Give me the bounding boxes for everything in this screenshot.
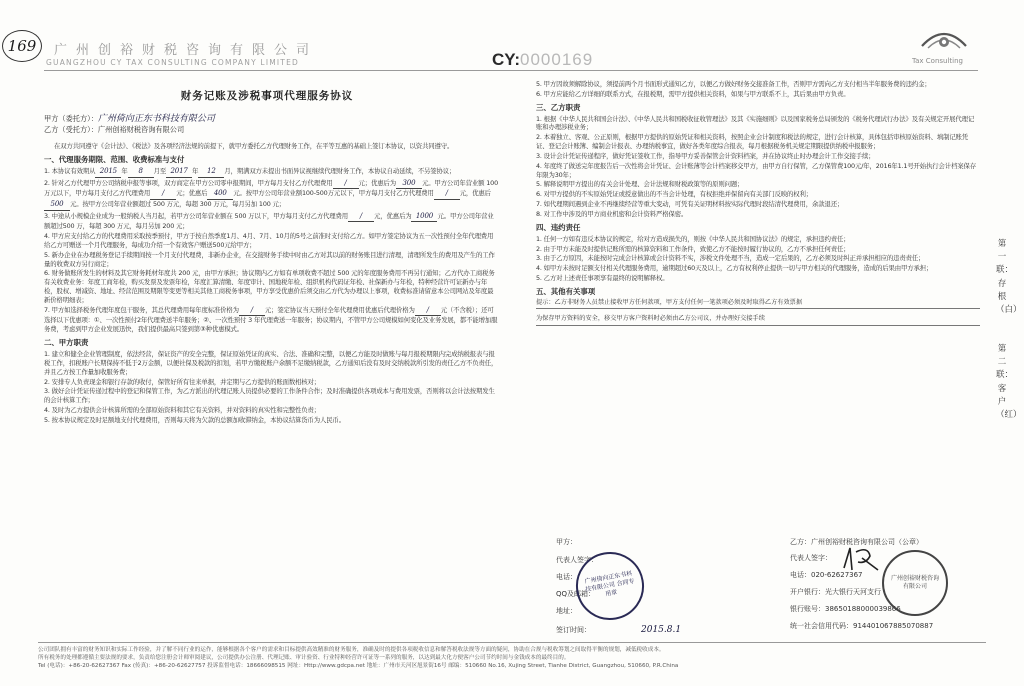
clause-2-3: 3. 做好会计凭证传递过程中的登记和保管工作，为乙方派出的代理记账人员提供必要的工作条件合作；及时准确提供各项成本与费用发票，否则将以会计法按期发生的会计核算工作； [44,387,495,405]
section-heading-5: 五、其他有关事项 [536,286,596,296]
clause-4-5: 5. 乙方对上述责任事项享有最终的说明解释权。 [536,274,669,283]
clause-1-3: 3. 中途从小规模企业成为一般纳税人当月起，若甲方公司年营业额在 500 万以下，甲方每月支付乙方代理费用 / 元，优惠后为 1000 元。甲方公司年营业额超过500 万，每超 300 万元，每月另加 200 元； [44,211,494,231]
clause-4-4: 4. 如甲方未按时足额支付相关代理服务费用，逾期超过60天及以上，乙方有权利停止提供一切与甲方相关的代理服务，造成的后果由甲方承担； [536,264,933,273]
clause-4-2: 2. 由于甲方未能及时提供记账所需的核算资料和工作条件，致使乙方不能按时履行协议的，乙方不承担任何责任； [536,244,850,253]
stub-copy-2: 第二联：客户（红） [996,344,1022,420]
sign-a-addr: 地址： [556,607,577,615]
clause-2-5: 5. 按本协议规定及时足额地支付代理费用，否则每天将为欠款的总额加收滞纳金，本协议结算货币为人民币。 [44,415,345,424]
clause-3-2: 2. 本着独立、客观、公正原则，根据甲方提供的原始凭证和相关资料，按照企业会计制度和税法的规定，进行会计核算，具体包括审核原始资料、填制记账凭证、登记会计账簿、编制会计报表、办理纳税事宜，做好各类年度综合报表，每月根据税务机关规定期限提供纳税申报服务； [536,133,969,151]
clause-3-8: 8. 对工作中涉及的甲方商业机密和会计资料严格保密。 [536,209,688,218]
party-b-line: 乙方（受托方）：广州创裕财税咨询有限公司 [44,125,185,135]
party-b-signature [840,544,882,574]
party-a-seal: 广州倚向正东书科技有限公司 合同专用章 [571,547,650,626]
clause-3-4: 4. 年度终了做送完年度报告后一次性将会计凭证、会计账薄等会计档案移交甲方，由甲方自行保管，乙方保管费100元/年，2016年1.1号开始执行会计档案保存年限为30年； [536,161,976,179]
sign-b-title: 乙方：广州创裕财税咨询有限公司（公章） [790,538,923,546]
sign-a-title: 甲方： [556,538,577,546]
notice-line-2: 为保存甲方资料的安全，移交甲方客户资料时必须由乙方公司议，并办理好交接手续 [536,315,980,325]
clause-2-4: 4. 及时为乙方提供会计核算所需的全部原始资料和其它有关资料，并对资料的真实性和完整性负责； [44,405,321,414]
logo-caption: Tax Consulting [912,57,963,65]
clause-1-7: 7. 甲方如选择税务代理年度包干服务，其总代理费用每年度标准价格为 / 元；签定协议当天预付全年代理费用优惠后代理价格为 / 元（不含税）；还可选择以下优惠项：①、一次性预付2年代理费送半年服务；②、一次性预付 3 年代理费送一年服务；协议期内，不管甲方公司规模如何变化及业务发展，都不能增加服务费，考虑到甲方企业发展迅快，我们提供最高只签到第③种优惠模式。 [44,305,498,334]
clause-2-1: 1. 建立和健全企业管理制度，依法经营，保证资产的安全完整，保证原始凭证的真实、合法、准确和完整，以便乙方能及时做账与每月报税期限内完成纳税报表与报税工作，扣税账户长期保持不低于2万金额，以便社保及税款的扣划，若甲方缴税账户余额不足缴纳税款，乙方通知后没有及时交纳税款所引发的责任乙方不负责任，并且乙方按工作量加收服务费； [44,350,498,376]
footer-contact: Tel (电话)：+86-20-62627367 Fax (传真)：+86-20-62627757 投诉监督电话：18666098515 网址：Http://www.gdcpa.net 地址：广州市天河区旭景街16号 邮编：510660 No.16, Xujing Street, Tianhe District, Guangzhou, 510660, P.R.China [38,663,679,670]
company-name-cn: 广州创裕财税咨询有限公司 [54,43,319,58]
clause-1-6: 6. 财务做账所发生的材料及其它财务耗材年度共 200 元，由甲方承担；协议期内乙方如有单项收费不超过 500 元的年度服务费用不再另行通知；乙方代办工商税务有关收费业务：年度工商年检，购买发票及发票年检，年度汇算清缴、年度审计、国地税年检、组织机构代码证年检、社保新办与年检，特种经营许可证新办与年检，股权、增减资、地址、经营范围及期限等变更等相关其他工商税务事项，甲方享受优惠价后须交由乙方代为办理以上事项，收费标准请留意本公司网站及年度最新价格明细表； [44,269,495,304]
company-logo-icon [918,20,970,56]
header-divider [44,70,978,71]
sign-a-date: 签订时间： 2015.8.1 [556,625,682,635]
stub-copy-1: 第一联：存根（白） [996,239,1022,315]
intro-paragraph: 在双方共同遵守《会计法》、《税法》及各项经济法规的前提下，就甲方委托乙方代理财务工作，在平等互惠的基础上签订本协议，以资共同遵守。 [54,142,454,151]
company-name-en: GUANGZHOU CY TAX CONSULTING COMPANY LIMITED [46,58,300,67]
sign-b-rep: 代表人签字： [790,554,832,562]
sign-b-bank: 开户银行：光大银行天河支行 [790,588,881,596]
section-heading-3: 三、乙方职责 [536,102,581,112]
party-a-line: 甲方（委托方）：广州倚向正东书科技有限公司 [44,114,215,125]
footer-line-2: 所有税务的处理都遵循主要法规的要求，负责给您注册会计师审阅建议，公司提供办公注册、代理记账、审计验资、行业特种经营许可证等一系列的服务，以达到最大化方便客户公司节约时间与金钱成本的最终目的。 [38,655,570,662]
sign-b-acct: 银行账号：38650188000039866 [790,605,901,613]
clause-2-5b: 5. 甲方因故须解除协议，须提前两个月书面形式通知乙方，以便乙方做好财务交接准备工作，否则甲方需向乙方支付相当半年服务费的违约金； [536,80,931,88]
clause-2-6: 6. 甲方应能给乙方详细的联系方式，在报税期，需甲方提供相关资料，如果与甲方联系不上，其后果由甲方负责。 [536,89,850,98]
sign-a-tel: 电话： [556,573,577,581]
document-number: CY:0000169 [492,50,594,69]
section-heading-1: 一、代理服务期限、范围、收费标准与支付 [44,155,185,164]
clause-4-3: 3. 由于乙方原因，未能按时完成会计核算或会计资料不实，涉税文件处理不当，造成一定后果的，乙方必须及时纠正并承担相应的违责责任； [536,254,925,263]
page-footer [38,642,986,670]
footer-line-1: 公司团队拥有丰富的财务知识和实际工作经验，并了解不同行业的运作，能够根据各个客户的需求和目标提供高效精准的财务服务，准确及时的提供各项税收信息和解答税收法规等方面的疑问，协助在合规与税收筹划之间取得平衡的规划，减低税收成本。 [38,647,665,653]
contract-title: 财务记账及涉税事项代理服务协议 [180,90,354,102]
clause-4-1: 1. 任何一方如有违反本协议的规定，给对方造成损失的，则按《中华人民共和国协议法》的规定，承担违约责任； [536,234,850,243]
clause-1-2: 2. 针对乙方代理甲方公司纳税申报等事项，双方商定在甲方公司零申报期间，甲方每月支付乙方代理费用 / 元；优惠后为 300 元。甲方公司年营业额 100 万元以下，甲方每月支付乙方代理费用 / 元；优惠后 400 元。按甲方公司年营业额100-500万元以下，甲方每月支付乙方代理费用 / 元，优惠后500 元。按甲方公司年营业额超过 500 万元，每超 300 万元，每月另加 100 元； [36,179,498,211]
clause-1-5: 5. 新办企业在办理税务登记手续期间按一个月支付代理费，非新办企业，在交接财务手续中时由乙方对其以前的财务账目进行清理，清理所发生的费用及产生的工作量的收费双方另行商定； [44,250,495,268]
clause-3-6: 6. 对甲方提供的不实原始凭证或授意做出的不当会计处理，有权拒绝并保留向有关部门反映的权利； [536,190,813,199]
clause-3-7: 7. 如代理期间遇到企业不再继续经营等重大变动，可凭有关证明材料按实际代理时段结清代理费用，余款退还； [536,200,844,209]
sign-a-rep: 代表人签字： [556,556,598,564]
sign-b-code: 统一社会信用代码：914401067885070887 [790,622,934,630]
clause-2-2: 2. 安排专人负责现金和银行存款的收付，保管好所有往来单据，并定期与乙方提供的账面数相核对； [44,377,321,386]
left-column [36,78,498,426]
right-column [528,80,980,332]
handwritten-serial: 169 [2,30,42,62]
copy-labels [988,238,1022,422]
section-heading-2: 二、甲方职责 [44,338,89,348]
party-b-seal: 广州创裕财税咨询有限公司 [882,550,948,616]
sign-b-tel: 电话：020-62627367 [790,571,863,579]
notice-line-1: 提示：乙方非财务人员禁止接收甲方任何款项，甲方支付任何一笔款项必须及时取得乙方有效票据 [536,299,980,309]
clause-1-4: 4. 甲方应支付给乙方的代理费用采取按季预付，甲方于按自然季度1月、4月、7月、10月的5号之前准时支付给乙方。如甲方签定协议为五一次性预付全年代理费用给乙方可赠送一个月代理服务，每成功介绍一个有效客户赠送500元给甲方； [44,232,494,249]
clause-3-5: 5. 解释说明甲方提出的有关会计处理、会计法规和财税政策等的原则问题； [536,180,744,189]
clause-3-3: 3. 设计会计凭证传递程序，做好凭证签收工作，指导甲方妥善保管会计资料档案，并在协议终止时办理会计工作交接手续； [536,151,875,160]
section-heading-4: 四、违约责任 [536,222,581,232]
clause-3-1: 1. 根据《中华人民共和国会计法》、《中华人民共和国税收征收管理法》及其《实施细则》以及国家税务总局颁发的《税务代理试行办法》及有关规定开展代理记账和办理涉税业务； [536,114,975,132]
sign-a-qq: QQ及邮箱： [556,590,596,598]
clause-1-1: 1. 本协议有效期从 2015 年 8 月至 2017 年 12 月，期满双方未提出书面异议视继续代理财务工作，本协议自动延续，不另签协议； [36,167,498,178]
